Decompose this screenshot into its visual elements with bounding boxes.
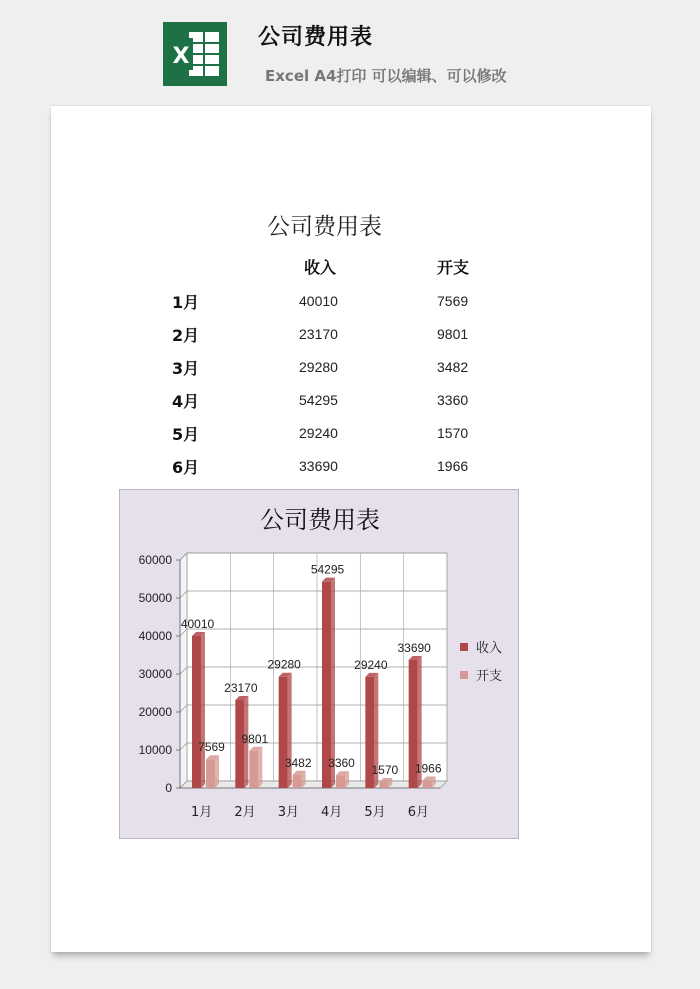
x-tick-label: 6月: [407, 805, 429, 820]
x-tick-label: 4月: [321, 805, 343, 820]
month-cell: 3月: [172, 359, 200, 378]
legend-swatch: [460, 671, 468, 679]
y-tick-label: 10000: [138, 743, 172, 757]
month-cell: 6月: [172, 458, 200, 477]
data-label: 54295: [310, 562, 345, 577]
income-cell: 54295: [299, 392, 338, 408]
x-tick-label: 1月: [191, 805, 213, 820]
data-label: 1966: [414, 761, 442, 776]
legend-swatch: [460, 643, 468, 651]
table-row: [0, 290, 700, 320]
expense-bar: [379, 782, 388, 788]
y-tick-label: 60000: [138, 553, 172, 567]
y-tick-label: 40000: [138, 629, 172, 643]
expense-cell: 1570: [437, 425, 469, 441]
bar-side: [215, 755, 219, 788]
data-label: 29240: [354, 657, 388, 672]
income-cell: 23170: [299, 326, 338, 342]
chart-floor: [180, 781, 447, 788]
expense-cell: 1966: [437, 458, 469, 474]
bar-side: [258, 747, 262, 788]
data-label: 1570: [371, 763, 399, 778]
excel-icon: [163, 22, 227, 86]
y-tick-label: 0: [165, 781, 172, 795]
expense-cell: 9801: [437, 326, 469, 342]
month-cell: 5月: [172, 425, 200, 444]
table-row: [0, 389, 700, 419]
month-cell: 4月: [172, 392, 200, 411]
legend-label: 收入: [476, 641, 503, 656]
sheet-title: 公司费用表: [267, 214, 382, 240]
data-label: 9801: [241, 731, 269, 746]
table-row: [0, 323, 700, 353]
income-cell: 29240: [299, 425, 338, 441]
month-cell: 1月: [172, 293, 200, 312]
chart-canvas: [120, 490, 520, 840]
svg-text:X: X: [172, 44, 190, 69]
page-title: 公司费用表: [258, 25, 374, 50]
legend-label: 开支: [476, 669, 503, 684]
col-header-expense: 开支: [437, 258, 470, 277]
expense-cell: 3482: [437, 359, 469, 375]
expense-cell: 7569: [437, 293, 469, 309]
month-cell: 2月: [172, 326, 200, 345]
income-cell: 33690: [299, 458, 338, 474]
data-label: 40010: [180, 616, 215, 631]
data-label: 7569: [198, 740, 225, 755]
data-label: 33690: [397, 640, 431, 655]
page-subtitle: Excel A4打印 可以编辑、可以修改: [265, 67, 507, 85]
expense-bar: [206, 759, 215, 788]
data-label: 23170: [224, 680, 258, 695]
income-bar: [279, 677, 288, 788]
income-bar: [192, 636, 201, 788]
x-tick-label: 5月: [364, 805, 386, 820]
expense-bar: [293, 775, 302, 788]
y-tick-label: 30000: [138, 667, 172, 681]
x-tick-label: 3月: [277, 805, 299, 820]
data-label: 3360: [328, 756, 355, 771]
table-row: [0, 356, 700, 386]
page-header: [0, 0, 700, 100]
table-row: [0, 455, 700, 485]
chart-title: 公司费用表: [260, 506, 380, 534]
y-tick-label: 20000: [138, 705, 172, 719]
income-cell: 29280: [299, 359, 338, 375]
bar-side: [288, 673, 292, 788]
table-row: [0, 422, 700, 452]
income-cell: 40010: [299, 293, 338, 309]
expense-cell: 3360: [437, 392, 469, 408]
col-header-income: 收入: [304, 258, 337, 277]
data-label: 29280: [267, 657, 301, 672]
bar-side: [201, 632, 205, 788]
expense-bar: [423, 781, 432, 788]
bar-chart: [119, 489, 519, 839]
data-label: 3482: [284, 755, 312, 770]
expense-bar: [336, 775, 345, 788]
expense-bar: [249, 751, 258, 788]
x-tick-label: 2月: [234, 805, 256, 820]
y-tick-label: 50000: [138, 591, 172, 605]
